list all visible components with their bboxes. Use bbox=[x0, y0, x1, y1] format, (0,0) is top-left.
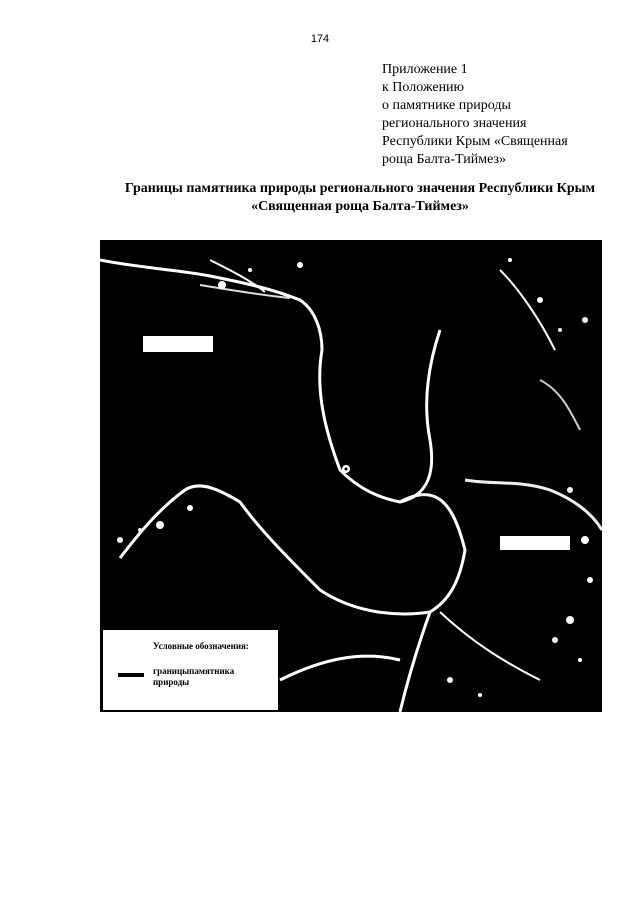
document-title bbox=[60, 180, 640, 216]
legend-title: Условные обозначения: bbox=[153, 641, 249, 651]
appendix-note bbox=[382, 61, 622, 169]
boundary-map bbox=[100, 240, 602, 712]
title-line-1: Границы памятника природы регионального значения Республики Крым bbox=[124, 181, 596, 196]
legend-line-symbol bbox=[118, 673, 144, 677]
appendix-line: Республики Крым «Священная bbox=[382, 134, 568, 149]
appendix-line: к Положению bbox=[382, 80, 465, 95]
map-marker bbox=[218, 281, 226, 289]
page-number: 174 bbox=[310, 33, 330, 45]
map-label-box bbox=[143, 336, 213, 352]
appendix-line: Приложение 1 bbox=[382, 62, 468, 77]
appendix-line: о памятнике природы bbox=[382, 98, 511, 113]
map-label-box bbox=[500, 536, 570, 550]
legend-item-label: границыпамятника природы bbox=[153, 666, 235, 687]
appendix-line: регионального значения bbox=[382, 116, 527, 131]
appendix-line: роща Балта-Тиймез» bbox=[382, 152, 506, 167]
title-line-2: «Священная роща Балта-Тиймез» bbox=[251, 199, 469, 214]
map-legend bbox=[103, 630, 278, 710]
